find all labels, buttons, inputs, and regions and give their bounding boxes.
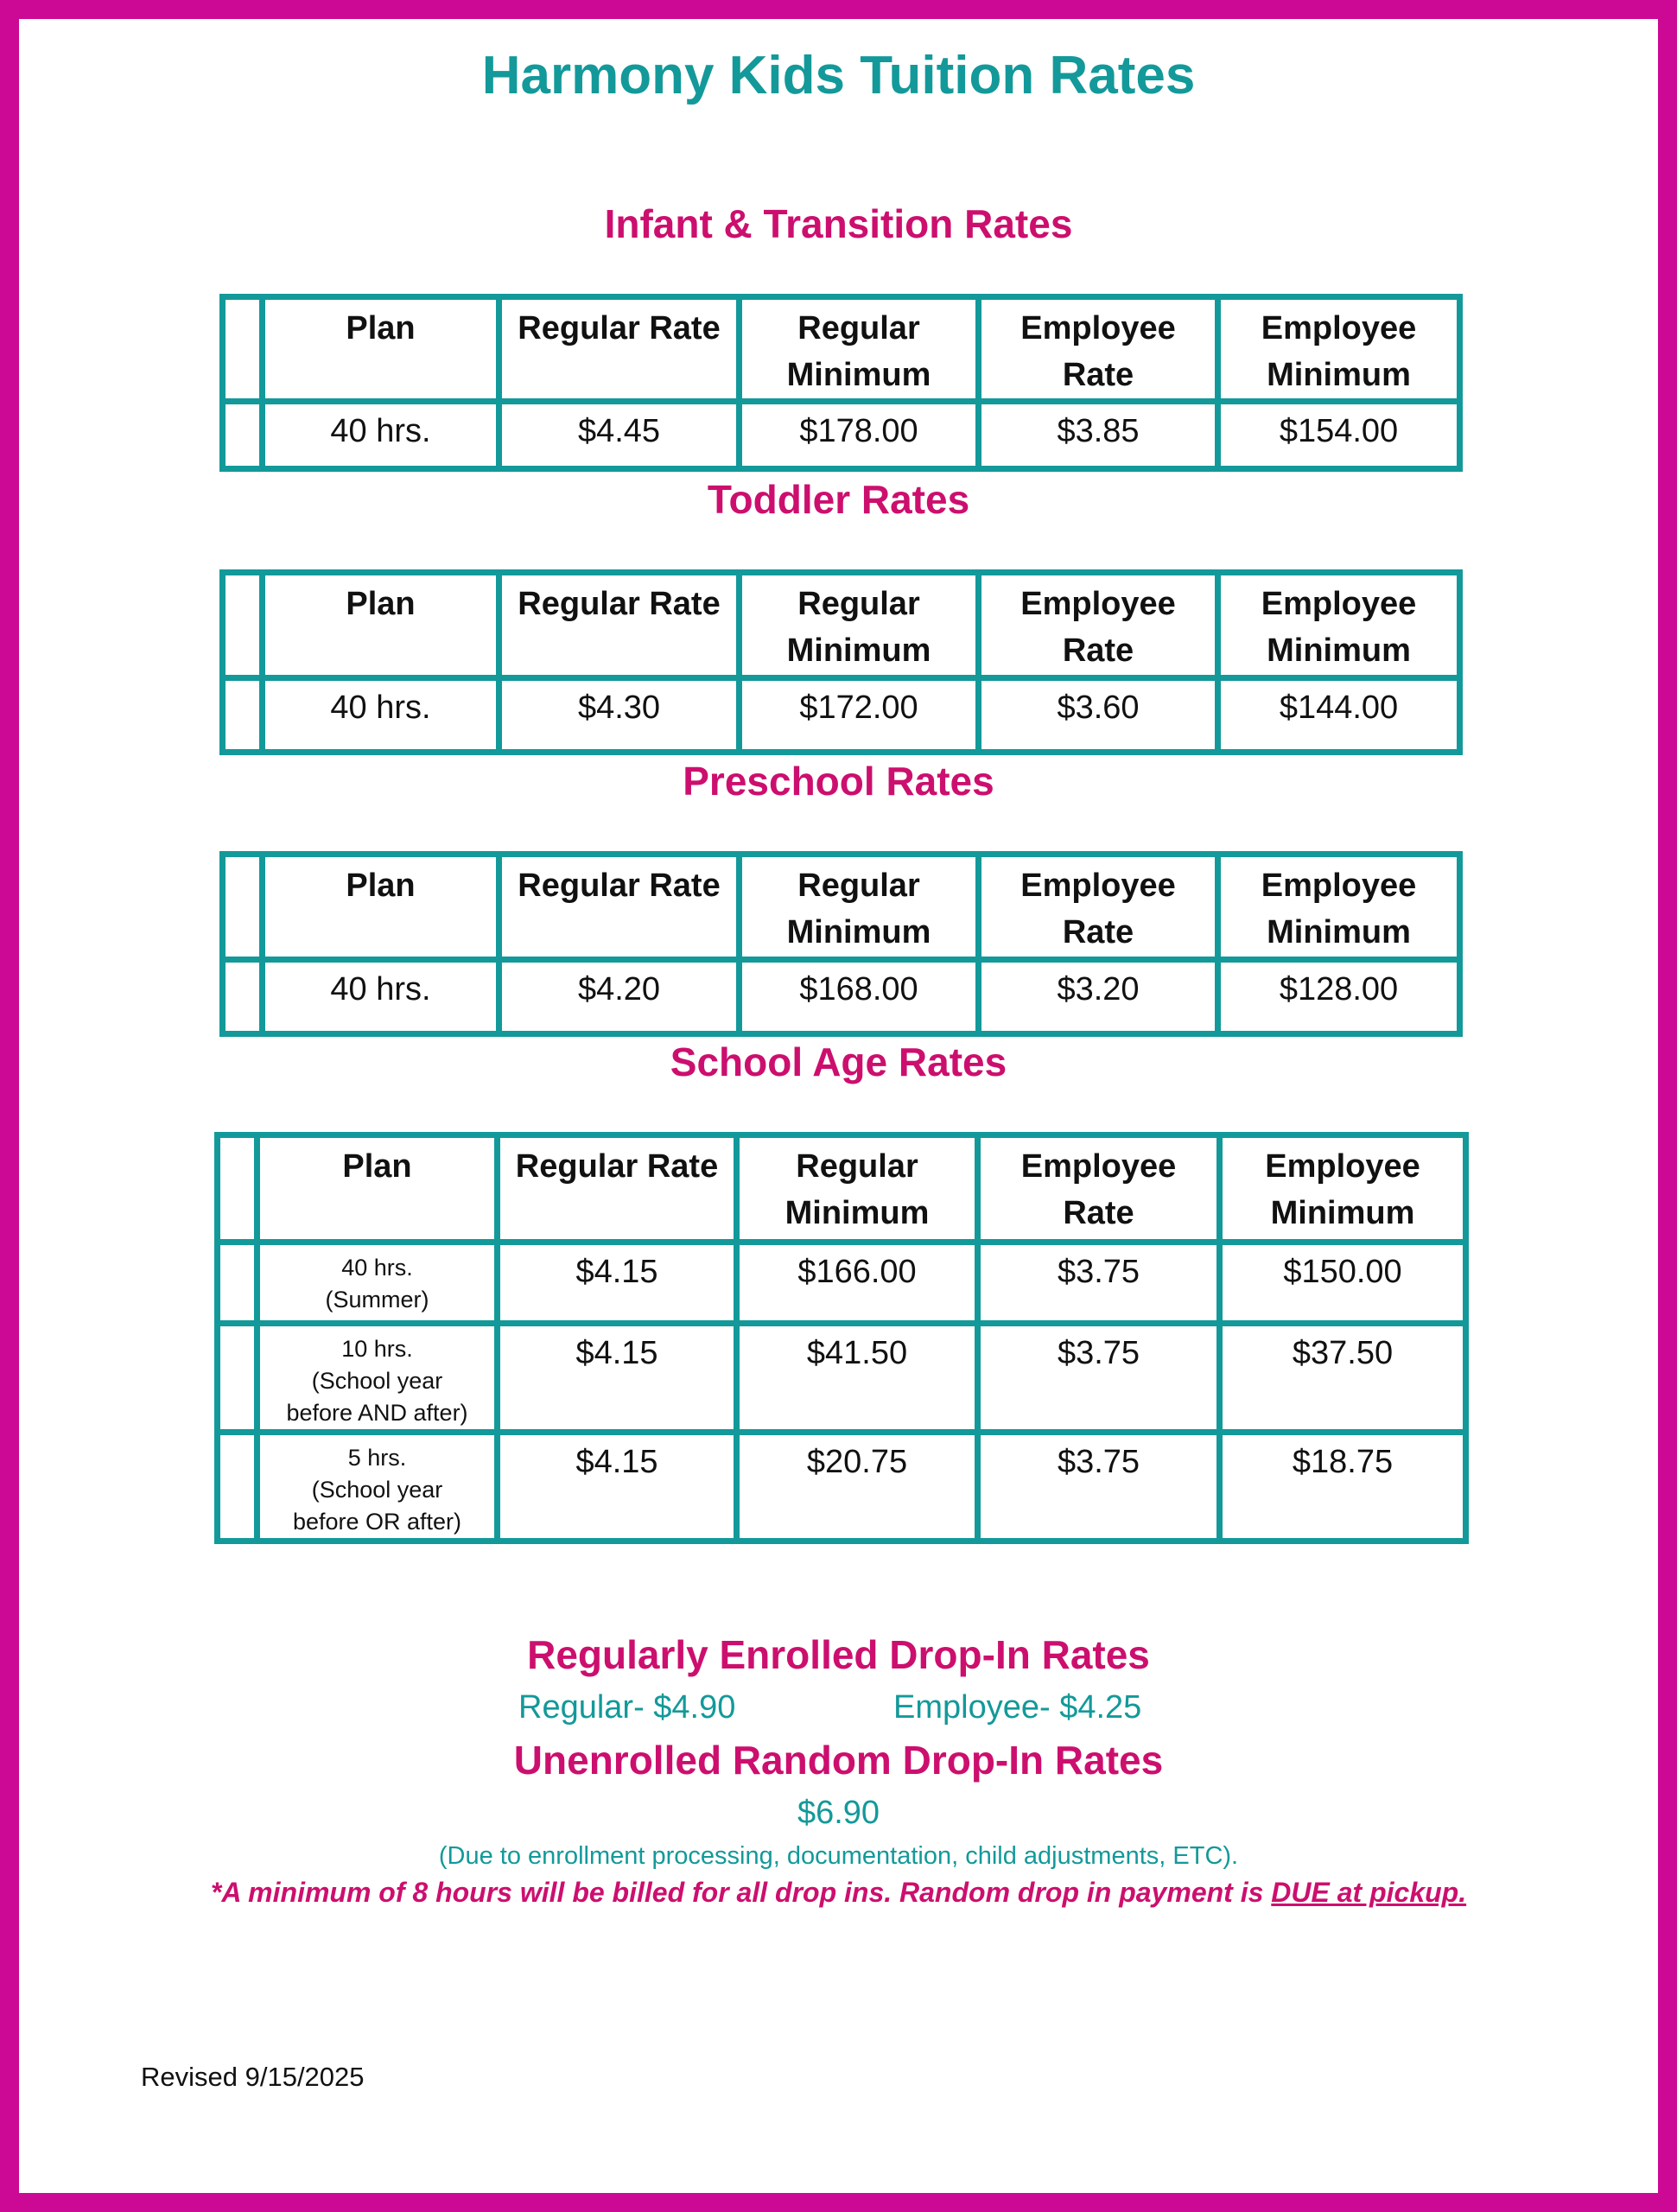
cell-regular-minimum: $41.50 xyxy=(737,1324,978,1433)
table-row xyxy=(218,1324,1466,1433)
header-plan: Plan xyxy=(263,855,499,960)
page-title: Harmony Kids Tuition Rates xyxy=(481,46,1196,105)
header-plan: Plan xyxy=(263,297,499,402)
spacer-cell xyxy=(218,1243,257,1324)
table-row xyxy=(223,678,1460,753)
table-row xyxy=(223,402,1460,469)
cell-regular-rate: $4.45 xyxy=(499,402,740,469)
cell-plan: 10 hrs. (School year before AND after) xyxy=(257,1324,498,1433)
cell-regular-rate: $4.15 xyxy=(498,1433,737,1541)
cell-regular-minimum: $20.75 xyxy=(737,1433,978,1541)
section-title-infant: Infant & Transition Rates xyxy=(604,201,1073,246)
table-row xyxy=(218,1433,1466,1541)
cell-plan: 40 hrs. xyxy=(263,960,499,1034)
cell-plan: 40 hrs. xyxy=(263,402,499,469)
cell-employee-minimum: $150.00 xyxy=(1220,1243,1466,1324)
cell-plan: 40 hrs. xyxy=(263,678,499,753)
section-title-school-age: School Age Rates xyxy=(670,1039,1007,1084)
header-regular-rate: Regular Rate xyxy=(499,855,740,960)
cell-employee-minimum: $37.50 xyxy=(1220,1324,1466,1433)
cell-regular-rate: $4.15 xyxy=(498,1324,737,1433)
cell-employee-minimum: $128.00 xyxy=(1218,960,1460,1034)
school-age-rates-table xyxy=(214,1132,1469,1544)
spacer-cell xyxy=(223,855,263,960)
table-row xyxy=(218,1243,1466,1324)
header-employee-minimum: Employee Minimum xyxy=(1218,573,1460,678)
drop-in-note: (Due to enrollment processing, documentation, child adjustments, ETC). xyxy=(438,1842,1239,1870)
table-header-row xyxy=(223,855,1460,960)
header-plan: Plan xyxy=(257,1135,498,1243)
cell-plan: 40 hrs. (Summer) xyxy=(257,1243,498,1324)
header-employee-rate: Employee Rate xyxy=(979,573,1218,678)
header-regular-rate: Regular Rate xyxy=(499,297,740,402)
cell-plan: 5 hrs. (School year before OR after) xyxy=(257,1433,498,1541)
header-regular-minimum: Regular Minimum xyxy=(740,855,979,960)
cell-employee-rate: $3.75 xyxy=(978,1433,1220,1541)
cell-employee-rate: $3.20 xyxy=(979,960,1218,1034)
section-title-preschool: Preschool Rates xyxy=(683,759,994,804)
header-employee-rate: Employee Rate xyxy=(979,297,1218,402)
cell-regular-rate: $4.30 xyxy=(499,678,740,753)
infant-rates-table xyxy=(219,294,1463,472)
spacer-cell xyxy=(223,402,263,469)
table-header-row xyxy=(218,1135,1466,1243)
drop-in-employee-rate: Employee- $4.25 xyxy=(893,1689,1142,1726)
cell-employee-rate: $3.60 xyxy=(979,678,1218,753)
header-employee-minimum: Employee Minimum xyxy=(1218,297,1460,402)
revised-date: Revised 9/15/2025 xyxy=(141,2062,365,2092)
drop-in-unenrolled-title: Unenrolled Random Drop-In Rates xyxy=(513,1738,1164,1783)
warning-emphasis: DUE at pickup. xyxy=(1271,1877,1467,1908)
header-employee-rate: Employee Rate xyxy=(979,855,1218,960)
header-regular-minimum: Regular Minimum xyxy=(740,573,979,678)
preschool-rates-table xyxy=(219,851,1463,1037)
cell-employee-rate: $3.85 xyxy=(979,402,1218,469)
table-header-row xyxy=(223,573,1460,678)
drop-in-warning xyxy=(0,1877,1677,1909)
header-regular-minimum: Regular Minimum xyxy=(740,297,979,402)
drop-in-unenrolled-price: $6.90 xyxy=(797,1795,880,1831)
header-employee-minimum: Employee Minimum xyxy=(1218,855,1460,960)
spacer-cell xyxy=(223,297,263,402)
cell-regular-minimum: $166.00 xyxy=(737,1243,978,1324)
header-employee-rate: Employee Rate xyxy=(978,1135,1220,1243)
cell-employee-minimum: $18.75 xyxy=(1220,1433,1466,1541)
cell-regular-minimum: $168.00 xyxy=(740,960,979,1034)
table-header-row xyxy=(223,297,1460,402)
spacer-cell xyxy=(223,678,263,753)
cell-employee-minimum: $144.00 xyxy=(1218,678,1460,753)
cell-regular-minimum: $178.00 xyxy=(740,402,979,469)
section-title-toddler: Toddler Rates xyxy=(707,477,970,522)
header-regular-rate: Regular Rate xyxy=(498,1135,737,1243)
header-plan: Plan xyxy=(263,573,499,678)
cell-regular-rate: $4.15 xyxy=(498,1243,737,1324)
cell-regular-minimum: $172.00 xyxy=(740,678,979,753)
drop-in-enrolled-title: Regularly Enrolled Drop-In Rates xyxy=(527,1632,1150,1677)
cell-employee-rate: $3.75 xyxy=(978,1324,1220,1433)
header-employee-minimum: Employee Minimum xyxy=(1220,1135,1466,1243)
cell-employee-minimum: $154.00 xyxy=(1218,402,1460,469)
toddler-rates-table xyxy=(219,569,1463,755)
spacer-cell xyxy=(218,1135,257,1243)
cell-regular-rate: $4.20 xyxy=(499,960,740,1034)
spacer-cell xyxy=(218,1433,257,1541)
warning-text: *A minimum of 8 hours will be billed for all drop ins. Random drop in payment is xyxy=(210,1877,1272,1908)
spacer-cell xyxy=(218,1324,257,1433)
table-row xyxy=(223,960,1460,1034)
spacer-cell xyxy=(223,573,263,678)
header-regular-minimum: Regular Minimum xyxy=(737,1135,978,1243)
spacer-cell xyxy=(223,960,263,1034)
cell-employee-rate: $3.75 xyxy=(978,1243,1220,1324)
drop-in-regular-rate: Regular- $4.90 xyxy=(518,1689,736,1726)
header-regular-rate: Regular Rate xyxy=(499,573,740,678)
